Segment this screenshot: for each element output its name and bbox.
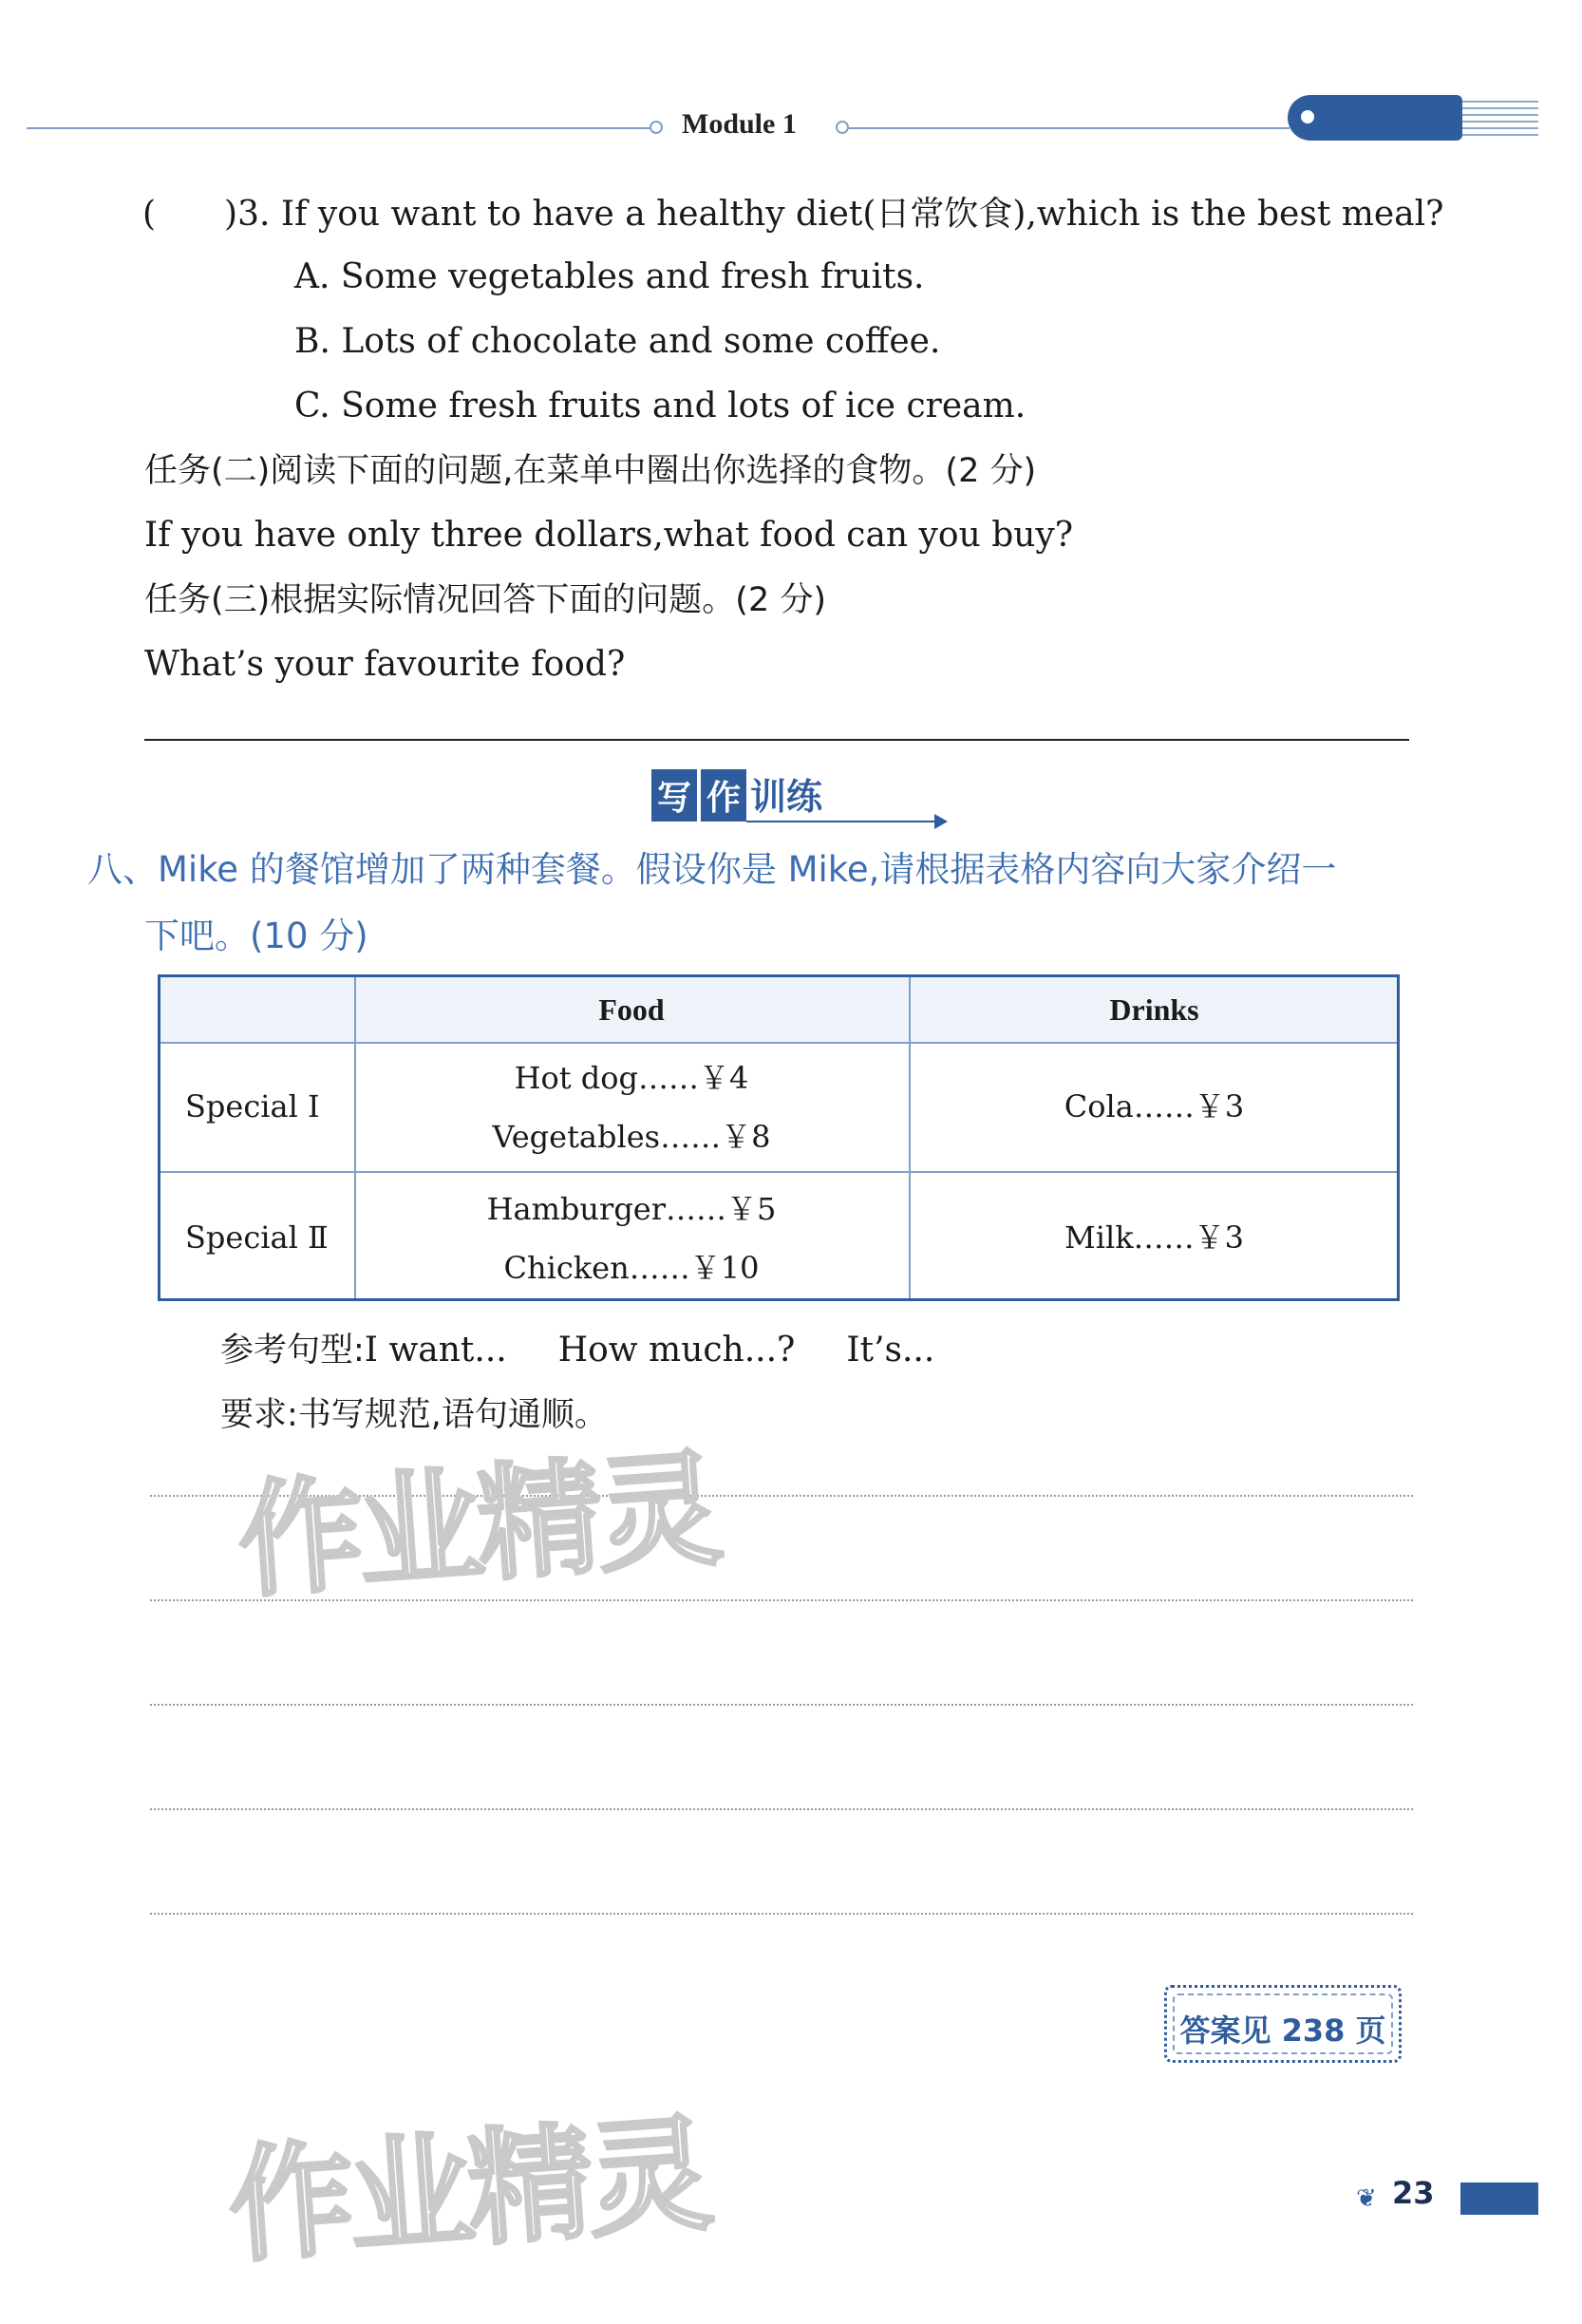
- watermark: 作业精灵: [234, 1436, 722, 1616]
- writing-section-banner: [651, 767, 822, 824]
- writing-line[interactable]: [150, 1704, 1413, 1706]
- writing-requirement: 要求:书写规范,语句通顺。: [220, 1396, 608, 1434]
- reference-label: 参考句型:: [220, 1332, 365, 1370]
- table-header-food: Food: [598, 992, 665, 1027]
- reference-pattern-1: I want...: [364, 1331, 507, 1370]
- header-rule-dot-left: [650, 121, 663, 134]
- table-rule: [160, 1042, 1397, 1044]
- special-2-food-1[interactable]: Hamburger……￥5: [486, 1191, 777, 1227]
- task-3-instruction: 任务(三)根据实际情况回答下面的问题。(2 分): [144, 581, 827, 619]
- page-number: 23: [1392, 2175, 1435, 2211]
- banner-box-1: 写: [651, 769, 697, 822]
- special-2-drink[interactable]: Milk……￥3: [1064, 1219, 1244, 1256]
- page-number-bar: [1460, 2182, 1538, 2215]
- question-3-option-c: C. Some fresh fruits and lots of ice cream.: [294, 387, 1026, 425]
- menu-table: [158, 974, 1400, 1301]
- header-stripes: [1462, 101, 1538, 137]
- task-8-line-1: 八、Mike 的餐馆增加了两种套餐。假设你是 Mike,请根据表格内容向大家介绍一: [87, 849, 1337, 890]
- header-rule-right: [849, 127, 1290, 129]
- special-1-food-1[interactable]: Hot dog……￥4: [514, 1060, 749, 1096]
- question-3-option-a: A. Some vegetables and fresh fruits.: [294, 257, 925, 296]
- watermark: 作业精灵: [224, 2101, 712, 2281]
- header-rule-left: [27, 127, 653, 129]
- writing-line[interactable]: [150, 1913, 1413, 1915]
- banner-arrow-icon: [934, 814, 948, 829]
- task-3-question: What’s your favourite food?: [144, 645, 626, 684]
- answer-reference-text: 答案见 238 页: [1179, 2012, 1386, 2049]
- question-3-stem: ( )3. If you want to have a healthy diet(日常饮食),which is the best meal?: [142, 195, 1444, 234]
- special-1-food-2[interactable]: Vegetables……￥8: [492, 1119, 771, 1155]
- special-1-label: Special Ⅰ: [185, 1088, 320, 1124]
- table-header-drinks: Drinks: [1109, 992, 1199, 1027]
- answer-reference-box: [1164, 1985, 1402, 2063]
- leaf-icon: ❦: [1356, 2184, 1377, 2213]
- reference-patterns: [220, 1328, 934, 1373]
- task-8-line-2: 下吧。(10 分): [144, 916, 368, 956]
- reference-pattern-3: It’s...: [846, 1331, 935, 1370]
- header-badge-knob: [1301, 110, 1314, 123]
- reference-pattern-2: How much...?: [557, 1331, 796, 1370]
- task-2-instruction: 任务(二)阅读下面的问题,在菜单中圈出你选择的食物。(2 分): [144, 452, 1037, 490]
- task-2-question: If you have only three dollars,what food can you buy?: [144, 516, 1074, 555]
- banner-text: 训练: [750, 776, 823, 818]
- header-rule-dot-right: [836, 121, 849, 134]
- answer-line[interactable]: [144, 739, 1409, 741]
- banner-box-2: 作: [701, 769, 746, 822]
- writing-line[interactable]: [150, 1808, 1413, 1810]
- table-rule: [160, 1171, 1397, 1173]
- special-2-label: Special Ⅱ: [185, 1219, 329, 1256]
- banner-arrow-line: [746, 821, 944, 822]
- special-1-drink[interactable]: Cola……￥3: [1064, 1088, 1245, 1124]
- header-badge: [1288, 95, 1462, 141]
- module-title: Module 1: [682, 108, 797, 140]
- special-2-food-2[interactable]: Chicken……￥10: [503, 1250, 760, 1286]
- question-3-option-b: B. Lots of chocolate and some coffee.: [294, 322, 941, 361]
